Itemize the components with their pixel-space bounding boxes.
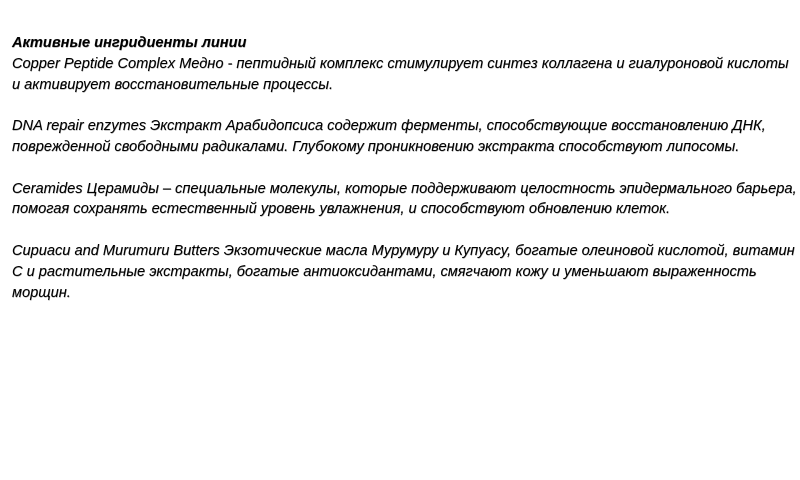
ingredient-paragraph-ceramides: Ceramides Церамиды – специальные молекулы, которые поддерживают целостность эпидермального барьера, помогая сохранять естественный уровень увлажнения, и способствуют обновлению клеток.: [12, 180, 797, 218]
ingredients-text-block: [12, 33, 797, 303]
ingredient-paragraph-butters: Cupuacu and Murumuru Butters Экзотические масла Мурумуру и Купуасу, богатые олеиновой кислотой, витамин C и растительные экстракты, богатые антиоксидантами, смягчают кожу и уменьшают выраженность морщин.: [12, 242, 795, 301]
ingredient-paragraph-copper-peptide: Copper Peptide Complex Медно - пептидный комплекс стимулирует синтез коллагена и гиалуроновой кислоты и активирует восстановительные процессы.: [12, 55, 789, 93]
ingredient-paragraph-dna-repair: DNA repair enzymes Экстракт Арабидопсиса содержит ферменты, способствующие восстановлению ДНК, поврежденной свободными радикалами. Глубокому проникновению экстракта способствуют липосомы.: [12, 118, 766, 155]
section-heading: Активные ингридиенты линии: [12, 35, 247, 51]
